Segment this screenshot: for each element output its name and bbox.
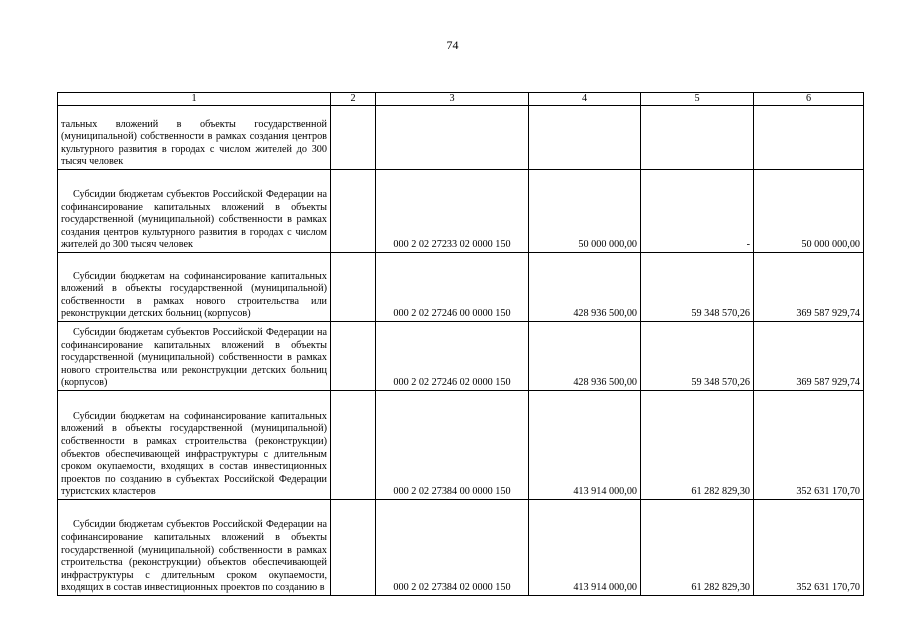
- row-col2: [331, 106, 376, 170]
- table-row: [58, 170, 864, 253]
- row-col2: [331, 170, 376, 253]
- table-row: [58, 322, 864, 391]
- row-col2: [331, 322, 376, 391]
- remainder-amount: [754, 106, 864, 170]
- budget-code: 000 2 02 27246 02 0000 150: [376, 322, 529, 391]
- column-header: 4: [529, 93, 641, 106]
- table-row: [58, 106, 864, 170]
- budget-table: [57, 92, 864, 596]
- budget-code: 000 2 02 27384 02 0000 150: [376, 500, 529, 596]
- plan-amount: 413 914 000,00: [529, 391, 641, 500]
- plan-amount: 413 914 000,00: [529, 500, 641, 596]
- budget-code: 000 2 02 27246 00 0000 150: [376, 253, 529, 322]
- page-number: 74: [446, 38, 459, 52]
- remainder-amount: 369 587 929,74: [754, 253, 864, 322]
- remainder-amount: 50 000 000,00: [754, 170, 864, 253]
- budget-code: 000 2 02 27384 00 0000 150: [376, 391, 529, 500]
- plan-amount: 428 936 500,00: [529, 322, 641, 391]
- budget-code: 000 2 02 27233 02 0000 150: [376, 170, 529, 253]
- table-row: [58, 391, 864, 500]
- executed-amount: 61 282 829,30: [641, 391, 754, 500]
- row-description: тальных вложений в объекты государственной (муниципальной) собственности в рамках создания центров культурного развития в городах с числом жителей до 300 тысяч человек: [58, 106, 331, 170]
- budget-code: [376, 106, 529, 170]
- row-col2: [331, 391, 376, 500]
- remainder-amount: 369 587 929,74: [754, 322, 864, 391]
- column-header: 1: [58, 93, 331, 106]
- table-row: [58, 500, 864, 596]
- executed-amount: 59 348 570,26: [641, 322, 754, 391]
- row-description: Субсидии бюджетам субъектов Российской Федерации на софинансирование капитальных вложений в объекты государственной (муниципальной) собственности в рамках создания центров культурного развития в городах с числом жителей до 300 тысяч человек: [58, 170, 331, 253]
- table-row: [58, 253, 864, 322]
- table-header-row: [58, 93, 864, 106]
- row-col2: [331, 253, 376, 322]
- row-description: Субсидии бюджетам на софинансирование капитальных вложений в объекты государственной (муниципальной) собственности в рамках нового строительства или реконструкции детских больниц (корпусов): [58, 253, 331, 322]
- executed-amount: [641, 106, 754, 170]
- column-header: 3: [376, 93, 529, 106]
- column-header: 2: [331, 93, 376, 106]
- row-description: Субсидии бюджетам на софинансирование капитальных вложений в объекты государственной (муниципальной) собственности в рамках строительства (реконструкции) объектов обеспечивающей инфраструктуры с длительным сроком окупаемости, входящих в состав инвестиционных проектов по созданию в субъектах Российской Федерации туристских кластеров: [58, 391, 331, 500]
- plan-amount: [529, 106, 641, 170]
- executed-amount: 61 282 829,30: [641, 500, 754, 596]
- column-header: 5: [641, 93, 754, 106]
- executed-amount: -: [641, 170, 754, 253]
- row-description: Субсидии бюджетам субъектов Российской Федерации на софинансирование капитальных вложений в объекты государственной (муниципальной) собственности в рамках нового строительства или реконструкции детских больниц (корпусов): [58, 322, 331, 391]
- row-description: Субсидии бюджетам субъектов Российской Федерации на софинансирование капитальных вложений в объекты государственной (муниципальной) собственности в рамках строительства (реконструкции) объектов обеспечивающей инфраструктуры с длительным сроком окупаемости, входящих в состав инвестиционных проектов по созданию в: [58, 500, 331, 596]
- executed-amount: 59 348 570,26: [641, 253, 754, 322]
- remainder-amount: 352 631 170,70: [754, 500, 864, 596]
- remainder-amount: 352 631 170,70: [754, 391, 864, 500]
- plan-amount: 50 000 000,00: [529, 170, 641, 253]
- row-col2: [331, 500, 376, 596]
- column-header: 6: [754, 93, 864, 106]
- plan-amount: 428 936 500,00: [529, 253, 641, 322]
